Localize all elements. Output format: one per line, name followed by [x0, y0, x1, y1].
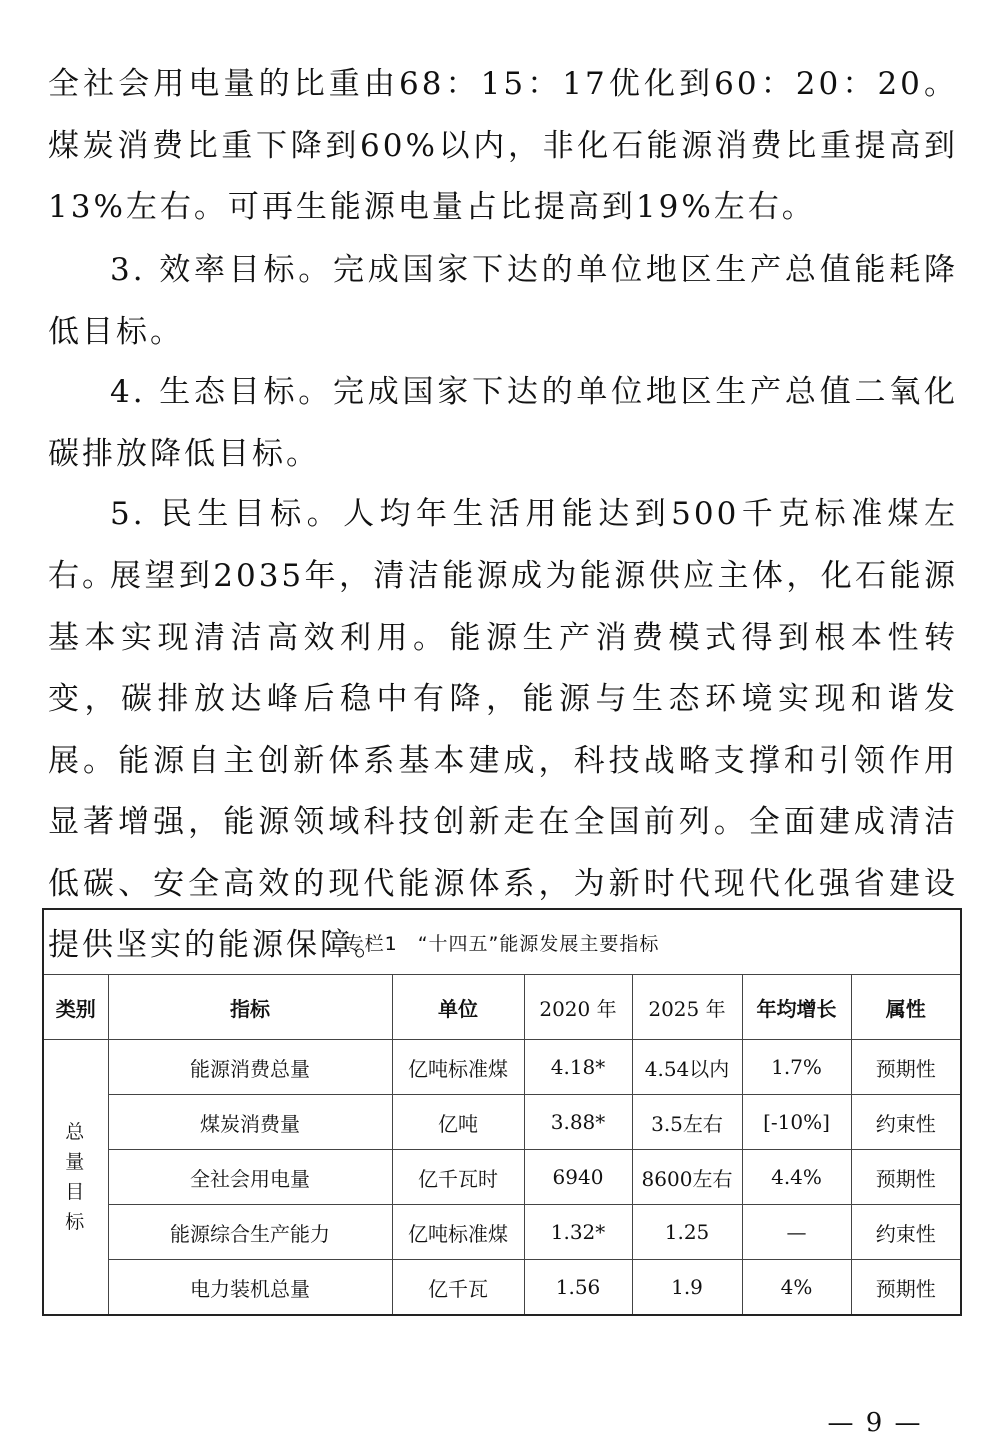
cell-attribute: 预期性 [851, 1260, 961, 1316]
header-unit: 单位 [392, 975, 524, 1040]
header-2025: 2025 年 [632, 975, 742, 1040]
table-row [43, 1205, 961, 1260]
cell-2025: 1.9 [632, 1260, 742, 1316]
cell-2020: 1.32* [524, 1205, 632, 1260]
paragraph-outlook-2035: 展望到2035年，清洁能源成为能源供应主体，化石能源基本实现清洁高效利用。能源生产消费模式得到根本性转变，碳排放达峰后稳中有降，能源与生态环境实现和谐发展。能源自主创新体系基本建成，科技战略支撑和引领作用显著增强，能源领域科技创新走在全国前列。全面建成清洁低碳、安全高效的现代能源体系，为新时代现代化强省建设提供坚实的能源保障。 [48, 558, 958, 963]
cell-indicator: 煤炭消费量 [108, 1095, 392, 1150]
paragraph-livelihood-target: 5. 民生目标。人均年生活用能达到500千克标准煤左右。 [48, 496, 958, 594]
cell-attribute: 预期性 [851, 1150, 961, 1205]
table-row [43, 1095, 961, 1150]
cell-growth: — [742, 1205, 851, 1260]
cell-2025: 8600左右 [632, 1150, 742, 1205]
indicator-table [42, 908, 962, 1316]
cell-attribute: 约束性 [851, 1095, 961, 1150]
header-indicator: 指标 [108, 975, 392, 1040]
cell-growth: 1.7% [742, 1040, 851, 1095]
cell-2025: 4.54以内 [632, 1040, 742, 1095]
cell-indicator: 能源综合生产能力 [108, 1205, 392, 1260]
cell-unit: 亿吨标准煤 [392, 1040, 524, 1095]
table-row [43, 1040, 961, 1095]
paragraph-ecology-target: 4. 生态目标。完成国家下达的单位地区生产总值二氧化碳排放降低目标。 [48, 374, 958, 472]
cell-attribute: 约束性 [851, 1205, 961, 1260]
header-2020: 2020 年 [524, 975, 632, 1040]
paragraph-energy-structure: 全社会用电量的比重由68：15：17优化到60：20：20。煤炭消费比重下降到60%以内，非化石能源消费比重提高到13%左右。可再生能源电量占比提高到19%左右。 [48, 66, 958, 225]
cell-2025: 3.5左右 [632, 1095, 742, 1150]
cell-unit: 亿吨标准煤 [392, 1205, 524, 1260]
cell-unit: 亿千瓦时 [392, 1150, 524, 1205]
category-label: 总量目标 [65, 1121, 87, 1233]
page-number: — 9 — [827, 1408, 923, 1438]
cell-unit: 亿吨 [392, 1095, 524, 1150]
header-category: 类别 [43, 975, 108, 1040]
cell-indicator: 能源消费总量 [108, 1040, 392, 1095]
cell-growth: 4% [742, 1260, 851, 1316]
cell-attribute: 预期性 [851, 1040, 961, 1095]
table-caption: 专栏1 “十四五”能源发展主要指标 [43, 909, 961, 975]
cell-growth: [-10%] [742, 1095, 851, 1150]
cell-2020: 6940 [524, 1150, 632, 1205]
cell-2020: 3.88* [524, 1095, 632, 1150]
cell-2025: 1.25 [632, 1205, 742, 1260]
cell-2020: 1.56 [524, 1260, 632, 1316]
table-row [43, 1260, 961, 1316]
cell-indicator: 电力装机总量 [108, 1260, 392, 1316]
header-annual-growth: 年均增长 [742, 975, 851, 1040]
cell-unit: 亿千瓦 [392, 1260, 524, 1316]
category-cell [43, 1040, 108, 1316]
cell-indicator: 全社会用电量 [108, 1150, 392, 1205]
header-attribute: 属性 [851, 975, 961, 1040]
table-row [43, 1150, 961, 1205]
cell-growth: 4.4% [742, 1150, 851, 1205]
cell-2020: 4.18* [524, 1040, 632, 1095]
paragraph-efficiency-target: 3. 效率目标。完成国家下达的单位地区生产总值能耗降低目标。 [48, 252, 958, 350]
